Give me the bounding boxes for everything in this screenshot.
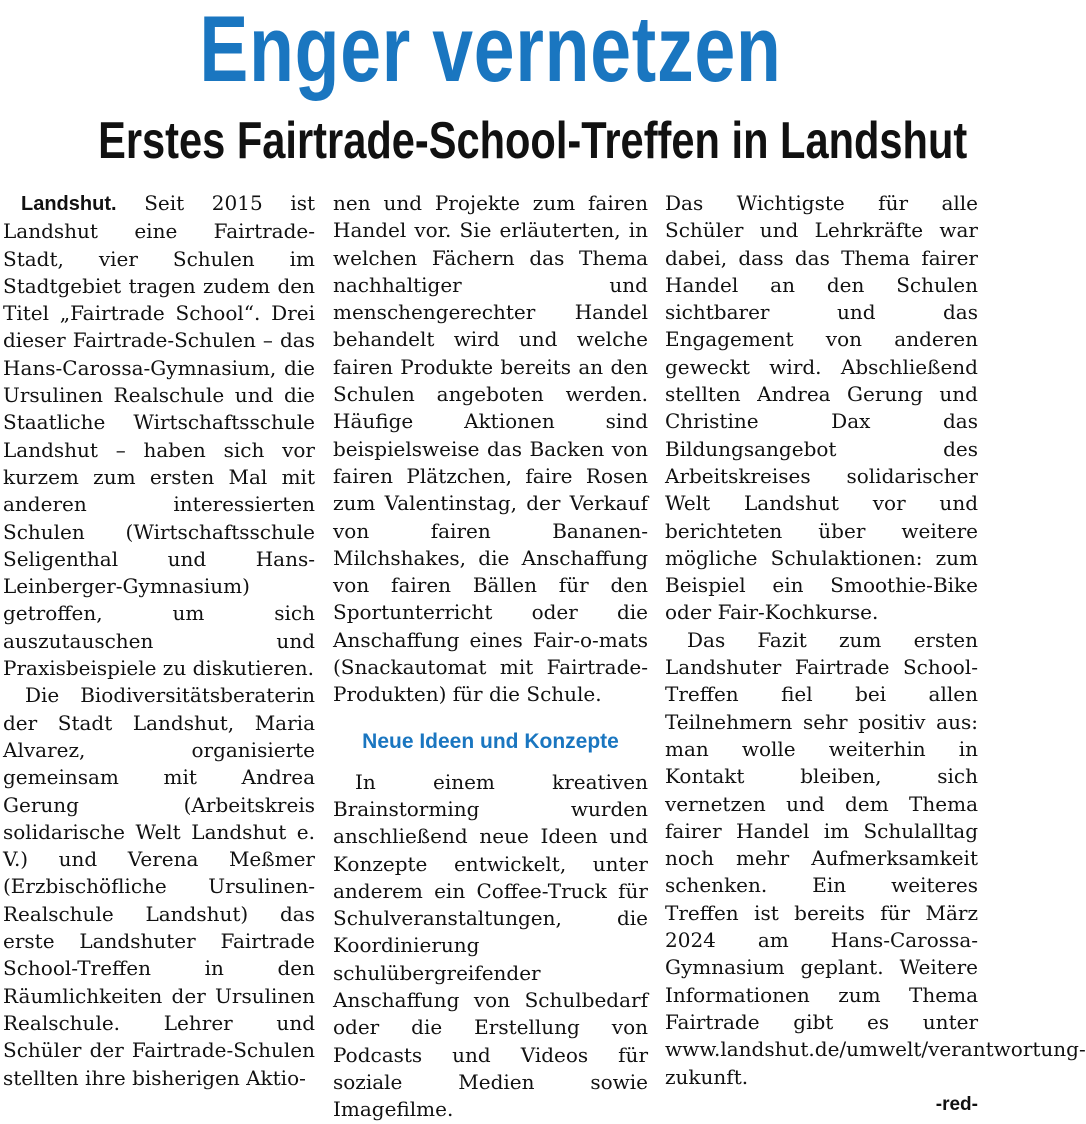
column-2 [333, 190, 648, 1124]
paragraph-3-text-part-2: Das Wichtigste für alle Schüler und Lehrkräfte war dabei, dass das Thema fairer Handel an den Schulen sichtbarer und das Engagement von anderen geweckt wird. Abschließend stellten Andrea Gerung und Christine Dax das Bildungsangebot des Arbeitskreises solidarischer Welt Landshut vor und berichteten über weitere mögliche Schulaktionen: zum Beispiel ein Smoothie-Bike oder Fair-Kochkurse. [665, 191, 978, 625]
paragraph-1 [3, 190, 315, 682]
headline: Enger vernetzen [199, 0, 782, 101]
subheadline: Erstes Fairtrade-School-Treffen in Landshut [98, 112, 968, 170]
section-subheading: Neue Ideen und Konzepte [362, 729, 619, 753]
author-signature: -red- [935, 1093, 978, 1115]
paragraph-4 [665, 627, 1086, 1091]
paragraph-4-text: Das Fazit zum ersten Landshuter Fairtrade School-Treffen fiel bei allen Teilnehmern sehr positiv aus: man wolle weiterhin in Kontakt bleiben, sich vernetzen und dem Thema fairer Handel im Schulalltag noch mehr Aufmerksamkeit schenken. Ein weiteres Treffen ist bereits für März 2024 am Hans-Carossa-Gymnasium geplant. Weitere Informationen zum Thema Fairtrade gibt es unter www.landshut.de/umwelt/verantwortung-zukunft. [665, 627, 1086, 1089]
column-1 [3, 190, 315, 1092]
paragraph-3-text-part-1: In einem kreativen Brainstorming wurden anschließend neue Ideen und Konzepte entwickelt, unter anderem ein Coffee-Truck für Schulveranstaltungen, die Koordinierung schulübergreifender Anschaffung von Schulbedarf oder die Erstellung von Podcasts und Videos für soziale Medien sowie Imagefilme. [333, 769, 648, 1122]
paragraph-2-text-part-2: nen und Projekte zum fairen Handel vor. Sie erläuterten, in welchen Fächern das Thema nachhaltiger und menschengerechter Handel behandelt wird und welche fairen Produkte bereits an den Schulen angeboten werden. Häufige Aktionen sind beispielsweise das Backen von fairen Plätzchen, faire Rosen zum Valentinstag, der Verkauf von fairen Bananen-Milchshakes, die Anschaffung von fairen Bällen für den Sportunterricht oder die Anschaffung eines Fair-o-mats (Snackautomat mit Fairtrade-Produkten) für die Schule. [333, 191, 648, 707]
paragraph-2-start [3, 682, 315, 1091]
paragraph-2-continued [333, 190, 648, 709]
paragraph-3-continued [665, 190, 978, 627]
paragraph-1-text: Seit 2015 ist Landshut eine Fairtrade-Stadt, vier Schulen im Stadtgebiet tragen zudem den Titel „Fairtrade School“. Drei dieser Fairtrade-Schulen – das Hans-Carossa-Gymnasium, die Ursulinen Realschule und die Staatliche Wirtschaftsschule Landshut – haben sich vor kurzem zum ersten Mal mit anderen interessierten Schulen (Wirtschaftsschule Seligenthal und Hans-Leinberger-Gymnasium) getroffen, um sich auszutauschen und Praxisbeispiele zu diskutieren. [3, 191, 316, 681]
paragraph-2-text-part-1: Die Biodiversitätsberaterin der Stadt Landshut, Maria Alvarez, organisierte gemeinsam mit Andrea Gerung (Arbeitskreis solidarische Welt Landshut e. V.) und Verena Meßmer (Erzbischöfliche Ursulinen-Realschule Landshut) das erste Landshuter Fairtrade School-Treffen in den Räumlichkeiten der Ursulinen Realschule. Lehrer und Schüler der Fairtrade-Schulen stellten ihre bisherigen Aktio- [3, 683, 315, 1090]
paragraph-3-start [333, 769, 648, 1124]
dateline: Landshut. [21, 193, 117, 215]
column-3 [665, 190, 1086, 1118]
